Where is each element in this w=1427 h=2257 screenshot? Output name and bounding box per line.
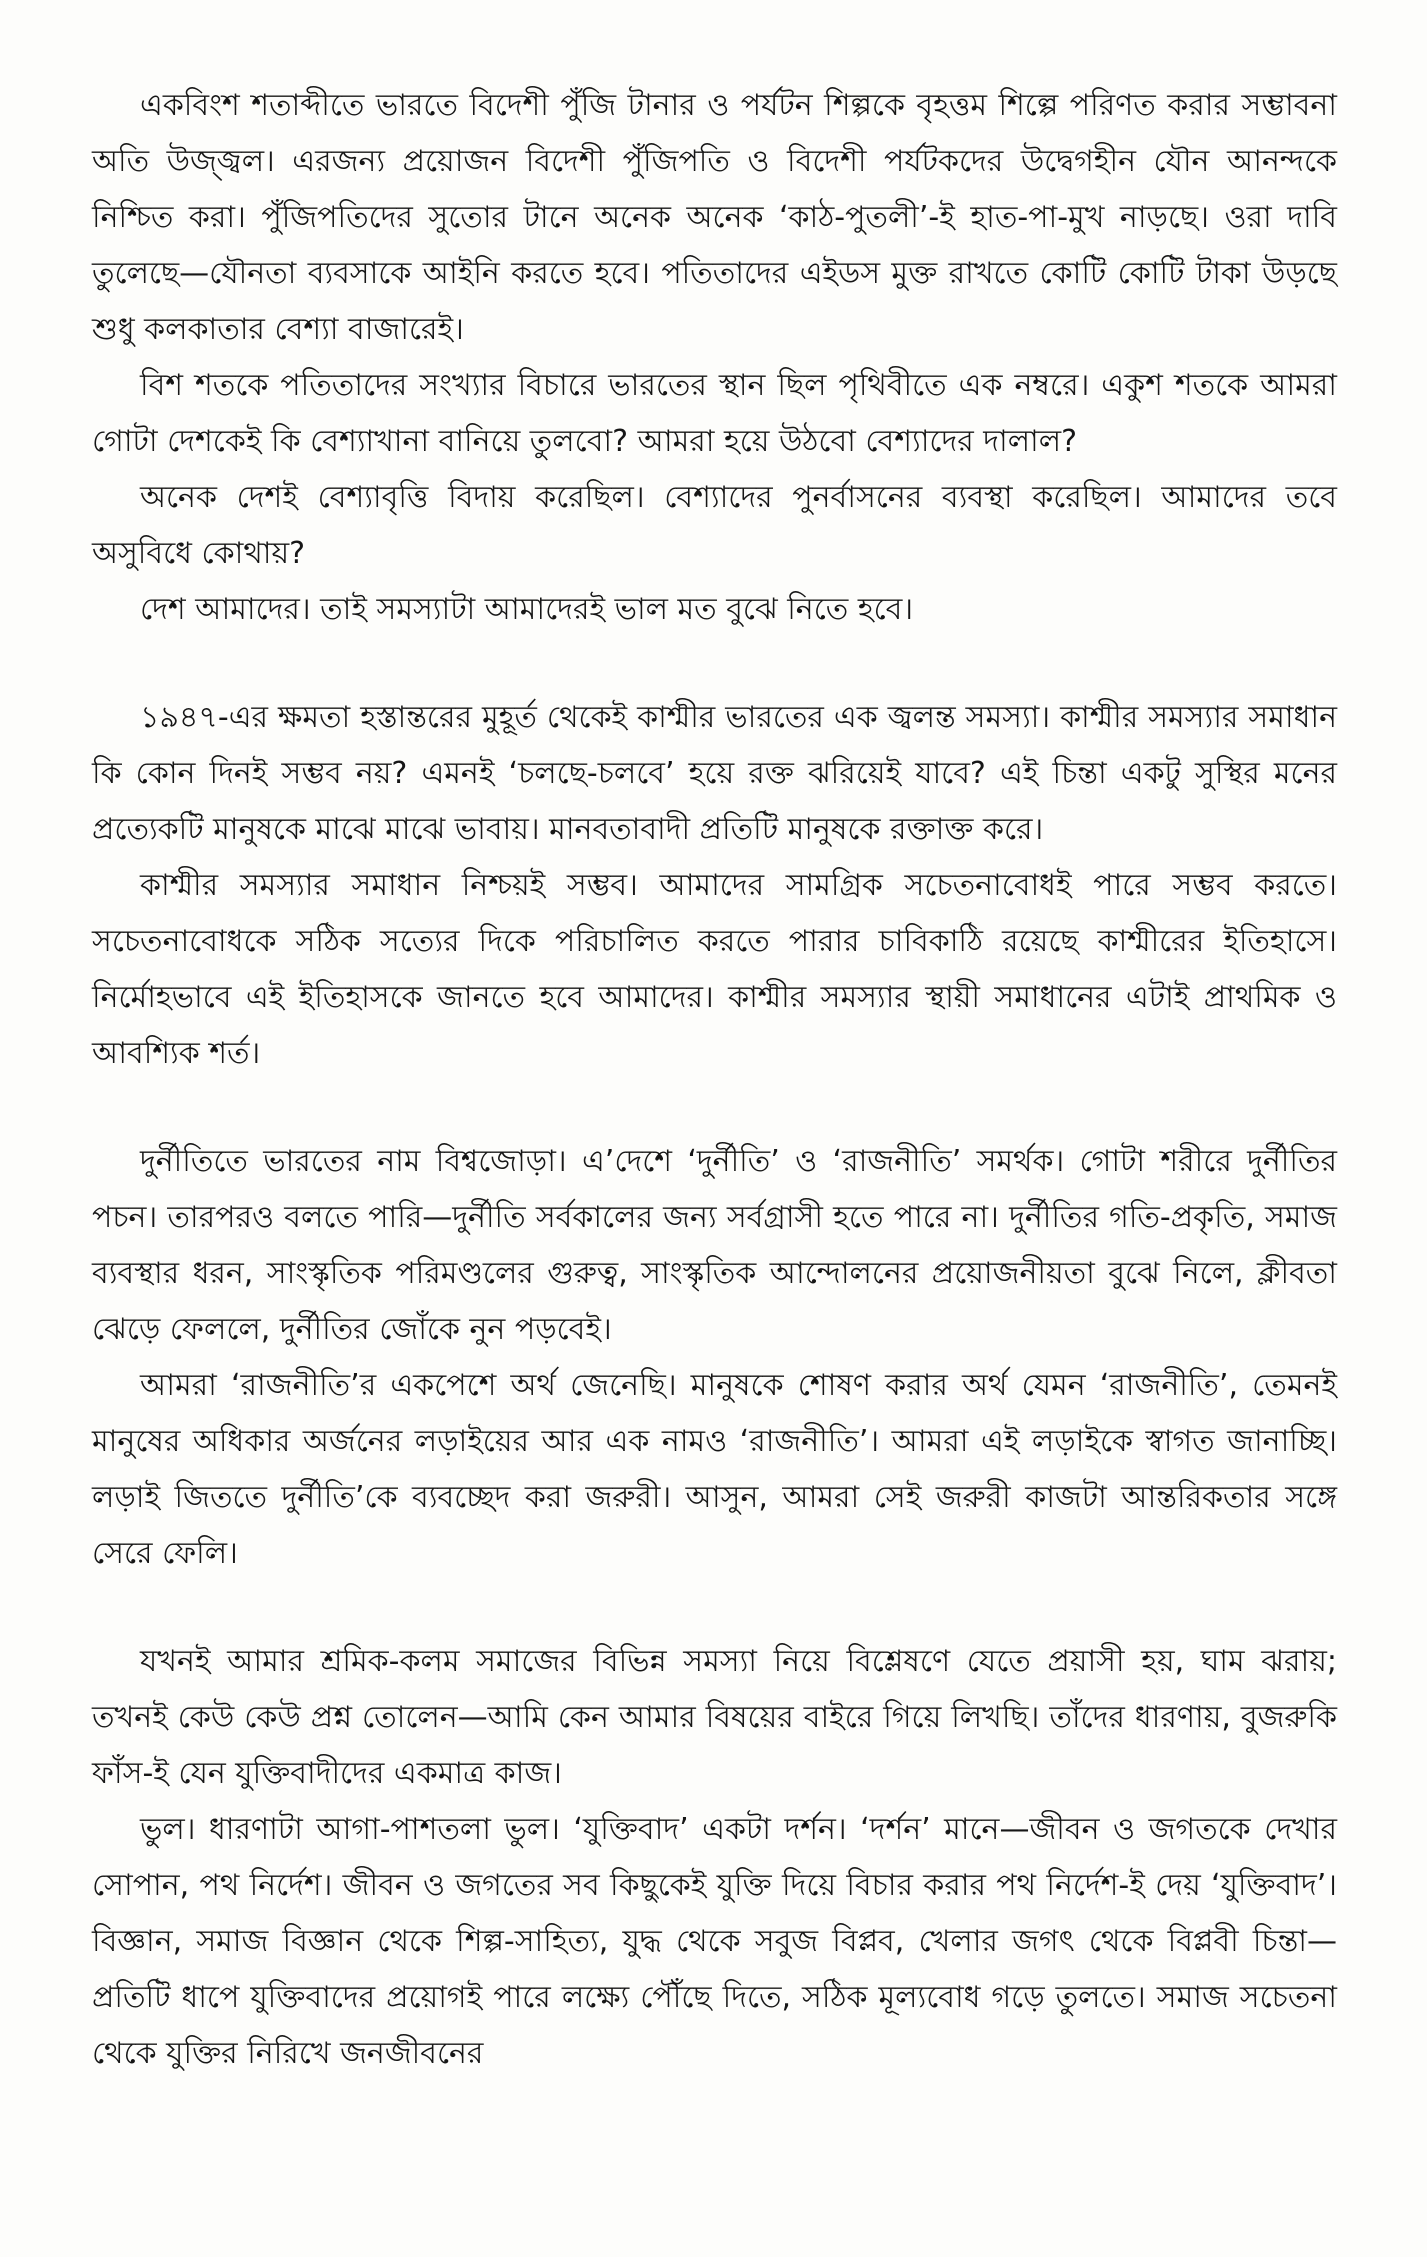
paragraph: বিশ শতকে পতিতাদের সংখ্যার বিচারে ভারতের স্থান ছিল পৃথিবীতে এক নম্বরে। একুশ শতকে আমরা গোটা দেশকেই কি বেশ্যাখানা বানিয়ে তুলবো? আমরা হয়ে উঠবো বেশ্যাদের দালাল? (92, 368, 1337, 459)
paragraph: দেশ আমাদের। তাই সমস্যাটা আমাদেরই ভাল মত বুঝে নিতে হবে। (140, 592, 914, 627)
paragraph: যখনই আমার শ্রমিক-কলম সমাজের বিভিন্ন সমস্যা নিয়ে বিশ্লেষণে যেতে প্রয়াসী হয়, ঘাম ঝরায়; তখনই কেউ কেউ প্রশ্ন তোলেন—আমি কেন আমার বিষয়ের বাইরে গিয়ে লিখছি। তাঁদের ধারণায়, বুজরুকি ফাঁস-ই যেন যুক্তিবাদীদের একমাত্র কাজ। (92, 1644, 1337, 1791)
section-kashmir (92, 690, 1337, 1082)
paragraph: ১৯৪৭-এর ক্ষমতা হস্তান্তরের মুহূর্ত থেকেই কাশ্মীর ভারতের এক জ্বলন্ত সমস্যা। কাশ্মীর সমস্যার সমাধান কি কোন দিনই সম্ভব নয়? এমনই ‘চলছে-চলবে’ হয়ে রক্ত ঝরিয়েই যাবে? এই চিন্তা একটু সুস্থির মনের প্রত্যেকটি মানুষকে মাঝে মাঝে ভাবায়। মানবতাবাদী প্রতিটি মানুষকে রক্তাক্ত করে। (92, 700, 1337, 847)
section-corruption (92, 1134, 1337, 1582)
body-text (92, 78, 1337, 2082)
paragraph: দুর্নীতিতে ভারতের নাম বিশ্বজোড়া। এ’দেশে ‘দুর্নীতি’ ও ‘রাজনীতি’ সমর্থক। গোটা শরীরে দুর্নীতির পচন। তারপরও বলতে পারি—দুর্নীতি সর্বকালের জন্য সর্বগ্রাসী হতে পারে না। দুর্নীতির গতি-প্রকৃতি, সমাজ ব্যবস্থার ধরন, সাংস্কৃতিক পরিমণ্ডলের গুরুত্ব, সাংস্কৃতিক আন্দোলনের প্রয়োজনীয়তা বুঝে নিলে, ক্লীবতা ঝেড়ে ফেললে, দুর্নীতির জোঁকে নুন পড়বেই। (92, 1144, 1337, 1347)
paragraph: কাশ্মীর সমস্যার সমাধান নিশ্চয়ই সম্ভব। আমাদের সামগ্রিক সচেতনাবোধই পারে সম্ভব করতে। সচেতনাবোধকে সঠিক সত্যের দিকে পরিচালিত করতে পারার চাবিকাঠি রয়েছে কাশ্মীরের ইতিহাসে। নির্মোহভাবে এই ইতিহাসকে জানতে হবে আমাদের। কাশ্মীর সমস্যার স্থায়ী সমাধানের এটাই প্রাথমিক ও আবশ্যিক শর্ত। (92, 868, 1337, 1071)
section-rationalism (92, 1634, 1337, 2082)
paragraph: অনেক দেশই বেশ্যাবৃত্তি বিদায় করেছিল। বেশ্যাদের পুনর্বাসনের ব্যবস্থা করেছিল। আমাদের তবে অসুবিধে কোথায়? (92, 480, 1337, 571)
paragraph: একবিংশ শতাব্দীতে ভারতে বিদেশী পুঁজি টানার ও পর্যটন শিল্পকে বৃহত্তম শিল্পে পরিণত করার সম্ভাবনা অতি উজ্জ্বল। এরজন্য প্রয়োজন বিদেশী পুঁজিপতি ও বিদেশী পর্যটকদের উদ্বেগহীন যৌন আনন্দকে নিশ্চিত করা। পুঁজিপতিদের সুতোর টানে অনেক অনেক ‘কাঠ-পুতলী’-ই হাত-পা-মুখ নাড়ছে। ওরা দাবি তুলেছে—যৌনতা ব্যবসাকে আইনি করতে হবে। পতিতাদের এইডস মুক্ত রাখতে কোটি কোটি টাকা উড়ছে শুধু কলকাতার বেশ্যা বাজারেই। (92, 88, 1337, 347)
paragraph: ভুল। ধারণাটা আগা-পাশতলা ভুল। ‘যুক্তিবাদ’ একটা দর্শন। ‘দর্শন’ মানে—জীবন ও জগতকে দেখার সোপান, পথ নির্দেশ। জীবন ও জগতের সব কিছুকেই যুক্তি দিয়ে বিচার করার পথ নির্দেশ-ই দেয় ‘যুক্তিবাদ’। বিজ্ঞান, সমাজ বিজ্ঞান থেকে শিল্প-সাহিত্য, যুদ্ধ থেকে সবুজ বিপ্লব, খেলার জগৎ থেকে বিপ্লবী চিন্তা—প্রতিটি ধাপে যুক্তিবাদের প্রয়োগই পারে লক্ষ্যে পৌঁছে দিতে, সঠিক মূল্যবোধ গড়ে তুলতে। সমাজ সচেতনা থেকে যুক্তির নিরিখে জনজীবনের (92, 1812, 1337, 2071)
section-tourism (92, 78, 1337, 638)
paragraph: আমরা ‘রাজনীতি’র একপেশে অর্থ জেনেছি। মানুষকে শোষণ করার অর্থ যেমন ‘রাজনীতি’, তেমনই মানুষের অধিকার অর্জনের লড়াইয়ের আর এক নামও ‘রাজনীতি’। আমরা এই লড়াইকে স্বাগত জানাচ্ছি। লড়াই জিততে দুর্নীতি’কে ব্যবচ্ছেদ করা জরুরী। আসুন, আমরা সেই জরুরী কাজটা আন্তরিকতার সঙ্গে সেরে ফেলি। (92, 1368, 1337, 1571)
